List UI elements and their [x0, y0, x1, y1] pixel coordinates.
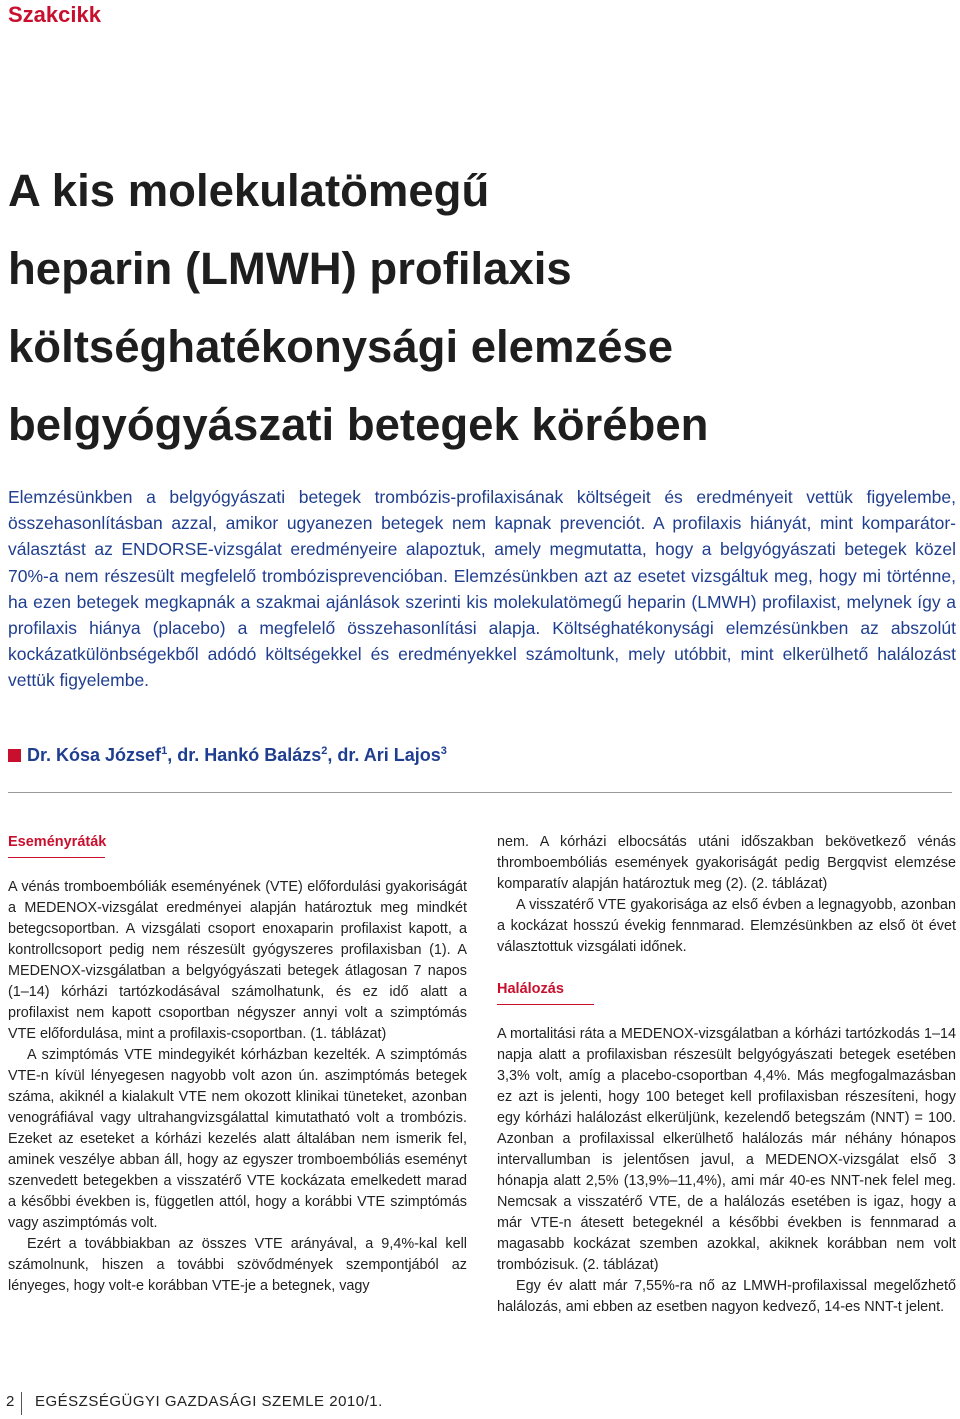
body-paragraph: Egy év alatt már 7,55%-ra nő az LMWH-profilaxissal megelőzhető halálozás, ami ebben az esetben nagyon kedvező, 14-es NNT-t jelent.	[497, 1278, 956, 1315]
title-line: A kis molekulatömegű	[8, 165, 490, 216]
affiliation-marker: 1	[161, 745, 168, 757]
page-footer	[0, 1392, 960, 1416]
section-heading: Halálozás	[497, 981, 564, 997]
title-line: heparin (LMWH) profilaxis	[8, 243, 572, 294]
body-paragraph: A mortalitási ráta a MEDENOX-vizsgálatban a kórházi tartózkodás 1–14 napja alatt a profilaxisban részesült belgyógyászati betegek esetében 3,3% volt, amíg a placebo-csoportban 4,4%. Más megfogalmazásban ez azt is jelenti, hogy 100 beteget kell profilaxisban részesíteni, hogy egy kórházi halálozást elkerüljünk, kezelendő betegszám (NNT) = 100. Azonban a profilaxissal elkerülhető halálozás már néhány hónapos intervallumban is jelentősen javul, a MEDENOX-vizsgálat első 3 hónapja alatt 2,5% (13,9%–11,4%), ami már 40-es NNT-nek felel meg. Nemcsak a visszatérő VTE, de a halálozás esetében is igaz, hogy a már VTE-n átesett betegeknél a későbbi években is fennmarad a magasabb kockázat szemben azokkal, akiknek korábban nem volt trombózisuk. (2. táblázat)	[497, 1026, 956, 1273]
left-column	[8, 832, 467, 1297]
author-name: Dr. Kósa József	[27, 745, 162, 765]
body-paragraph: A szimptómás VTE mindegyikét kórházban kezelték. A szimptómás VTE-n kívül lényegesen nagyobb volt azon ún. aszimptómás betegek száma, akiknél a kialakult VTE nem okozott klinikai tüneteket, azonban venográfiával vagy ultrahangvizsgálattal kimutatható volt a trombózis. Ezeket az eseteket a kórházi kezelés alatt általában nem ismerik fel, aminek veszélye abban áll, hogy az egyszer tromboembóliás eseményt szenvedett betegekben a visszatérő VTE kockázata emelkedett marad a későbbi években is, független attól, hogy a korábbi VTE szimptómás vagy aszimptómás volt.	[8, 1047, 467, 1231]
title-line: költséghatékonysági elemzése	[8, 321, 674, 372]
heading-underline	[8, 857, 105, 858]
affiliation-marker: 3	[440, 745, 447, 757]
title-line: belgyógyászati betegek körében	[8, 399, 709, 450]
affiliation-marker: 2	[321, 745, 328, 757]
right-column	[497, 832, 956, 1318]
body-paragraph: nem. A kórházi elbocsátás utáni időszakban bekövetkező vénás thromboembóliás események gyakoriságát pedig Bergqvist elemzése komparatív alapján határoztuk meg (2). (2. táblázat)	[497, 834, 956, 892]
authors-line: Dr. Kósa József$^1$, dr. Hankó Balázs$^2$, dr. Ari Lajos$^3$	[8, 745, 447, 766]
footer-divider	[21, 1392, 22, 1415]
article-title	[8, 152, 958, 464]
heading-underline	[497, 1004, 594, 1005]
body-paragraph: A vénás tromboembóliák eseményének (VTE) előfordulási gyakoriságát a MEDENOX-vizsgálat eredményei alapján határoztuk meg mindkét betegcsoportban. A vizsgálati csoport enoxaparin profilaxist kapott, a kontrollcsoport pedig nem részesült gyógyszeres profilaxisban (1). A MEDENOX-vizsgálatban a belgyógyászati betegek átlagosan 7 napos (1–14) kórházi tartózkodásával számolhatunk, és ez idő alatt a profilaxist nem kapott csoportban négyszer annyi volt a szimptómás VTE előfordulása, mint a profilaxis-csoportban. (1. táblázat)	[8, 879, 467, 1042]
author-name: dr. Hankó Balázs	[177, 745, 322, 765]
red-square-bullet-icon	[8, 749, 21, 762]
page-number: 2	[6, 1393, 15, 1410]
lead-paragraph: Elemzésünkben a belgyógyászati betegek trombózis-profilaxisának költségeit és eredményeit vettük figyelembe, összehasonlításban azzal, amikor ugyanezen betegek nem kapnak prevenciót. A profilaxis hiányát, mint komparátor-választást az ENDORSE-vizsgálat eredményeire alapoztuk, amely megmutatta, hogy a belgyógyászati betegek közel 70%-a nem részesült megfelelő trombózisprevencióban. Elemzésünkben azt az esetet vizsgáltuk meg, hogy mi történne, ha ezen betegek megkapnák a szakmai ajánlások szerinti kis molekulatömegű heparin (LMWH) profilaxist, melynek így a profilaxis hiánya (placebo) a megfelelő összehasonlítási alapja. Költséghatékonysági elemzésünkben az abszolút kockázatkülönbségekből adódó költségekkel és eredményekkel számoltunk, mely utóbbit, mint elkerülhető halálozást vettük figyelembe.	[8, 487, 956, 691]
body-paragraph: Ezért a továbbiakban az összes VTE arányával, a 9,4%-kal kell számolnunk, hiszen a további szövődmények szempontjából az lényeges, hogy volt-e korábban VTE-je a betegnek, vagy	[8, 1236, 467, 1294]
author-name: dr. Ari Lajos	[337, 745, 441, 765]
header-divider	[8, 792, 952, 793]
section-tag: Szakcikk	[8, 2, 101, 27]
journal-name: EGÉSZSÉGÜGYI GAZDASÁGI SZEMLE 2010/1.	[35, 1393, 383, 1410]
body-paragraph: A visszatérő VTE gyakorisága az első évben a legnagyobb, azonban a kockázat hosszú évekig fennmarad. Elemzésünkben az első öt évet választottuk vizsgálati időnek.	[497, 897, 956, 955]
section-heading: Eseményráták	[8, 834, 107, 850]
